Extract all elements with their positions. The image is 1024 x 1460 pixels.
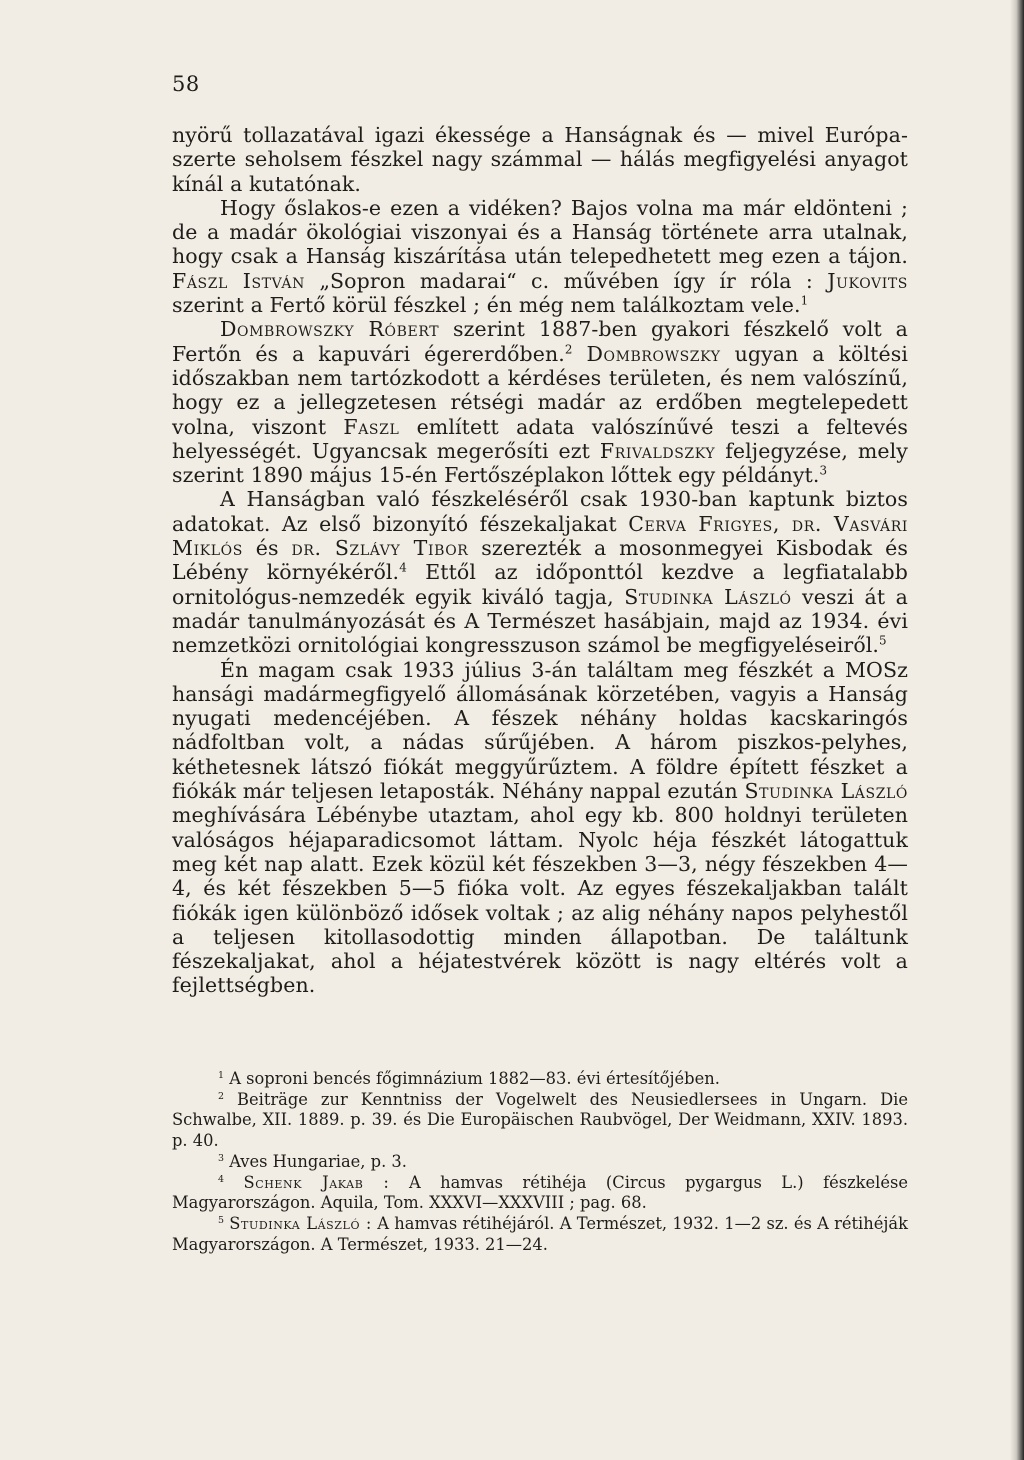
author-name: Schenk Jakab : [243, 1172, 390, 1192]
footnote-number: 4 [218, 1173, 225, 1185]
footnote-3 [172, 1152, 908, 1173]
author-name: Studinka László [624, 584, 792, 609]
paragraph-text: A Hanságban való fészkeléséről csak 1930-ban kaptunk biztos adatokat. Az első bizonyító fészekaljakat [172, 487, 908, 536]
footnote-text: A hamvas rétihéjáról. A Természet, 1932. 1—2 sz. és A rétihéják Magyarországon. A Természet, 1933. 21—24. [172, 1213, 909, 1254]
paragraph-5 [172, 658, 908, 998]
author-name: Studinka László : [229, 1213, 373, 1233]
paragraph-text: Ettől az időponttól kezdve a legfiatalabb ornitológus-nemzedék egyik kiváló tagja, [172, 560, 908, 609]
footnote-text: Beiträge zur Kenntniss der Vogelwelt des Neusiedlersees in Ungarn. Die Schwalbe, XII. 1889. p. 39. és Die Europäischen Raubvögel, Der Weidmann, XXIV. 1893. p. 40. [172, 1089, 908, 1151]
footnote-number: 3 [218, 1152, 225, 1164]
page-number: 58 [172, 72, 200, 96]
footnote-text: A soproni bencés főgimnázium 1882—83. évi értesítőjében. [229, 1069, 720, 1088]
footnote-ref: 4 [399, 560, 407, 575]
footnote-text: Aves Hungariae, p. 3. [229, 1151, 407, 1171]
paragraph-text: nyörű tollazatával igazi ékessége a Hanságnak és — mivel Európa-szerte seholsem fészkel nagy számmal — hálás megfigyelési anyagot kínál a kutatónak. [172, 123, 908, 196]
paragraph-text: Én magam csak 1933 július 3-án találtam meg fészkét a MOSz hansági madármegfigyelő állomásának körzetében, vagyis a Hanság nyugati medencéjében. A fészek néhány holdas kacskaringós nádfoltban volt, a nádas sűrűjében. A három piszkos-pelyhes, kéthetesnek látszó fiókát meggyűrűztem. A földre épített fészket a fiókák már teljesen letaposták. Néhány nappal ezután [172, 657, 908, 804]
author-name: Dombrowszky [586, 341, 721, 366]
footnote-ref: 1 [800, 293, 809, 308]
paragraph-text: szerezték a mosonmegyei Kisbodak és Lébény környékéről. [172, 536, 908, 585]
paragraph-text: meghívására Lébénybe utaztam, ahol egy kb. 800 holdnyi területen valóságos héjaparadicsomot láttam. Nyolc héja fészkét látogattuk meg két nap alatt. Ezek közül két fészekben 3—3, négy fészekben 4—4, és két fészekben 5—5 fióka volt. Az egyes fészekaljakban talált fiókák igen különböző idősek voltak ; az alig néhány napos pelyhestől a teljesen kitollasodottig minden állapotban. De találtunk fészekaljakat, ahol a héjatestvérek között is nagy eltérés volt a fejlettségben. [172, 803, 908, 998]
paragraph-text: szerint 1887-ben gyakori fészkelő volt a Fertőn és a kapuvári égererdőben. [172, 317, 908, 366]
footnote-number: 2 [218, 1090, 225, 1102]
footnote-ref: 5 [879, 633, 887, 648]
footnotes [172, 1069, 908, 1255]
author-name: Cerva Frigyes, dr. Vasvári Miklós [172, 511, 908, 561]
author-name: Jukovits [827, 268, 908, 293]
paragraph-3 [172, 317, 908, 487]
paragraph-2 [172, 196, 908, 317]
footnote-text: A hamvas rétihéja (Circus pygargus L.) fészkelése Magyarországon. Aquila, Tom. XXXVI—XXXVIII ; pag. 68. [172, 1172, 908, 1213]
author-name: Studinka László [744, 779, 908, 804]
body-text [172, 123, 908, 998]
paragraph-text: ugyan a költési időszakban nem tartózkodott a kérdéses területen, és nem valószínű, hogy ez a jellegzetesen rétségi madár az erdőben megtelepedett volna, viszont [172, 341, 908, 439]
paragraph-text: „Sopron madarai“ c. művében így ír róla : [319, 268, 813, 293]
footnote-ref: 3 [819, 463, 828, 478]
paragraph-text: Hogy őslakos-e ezen a vidéken? Bajos volna ma már eldönteni ; de a madár ökológiai viszonyai és a Hanság története arra utalnak, hogy csak a Hanság kiszárítása után telepedhetett meg ezen a tájon. [172, 195, 908, 269]
footnote-ref: 2 [564, 342, 573, 357]
paragraph-1 [172, 123, 908, 196]
author-name: dr. Szlávy Tibor [291, 536, 469, 561]
footnote-4 [172, 1173, 908, 1214]
paragraph-text: szerint a Fertő körül fészkel ; én még nem találkoztam vele. [172, 293, 801, 318]
author-name: Dombrowszky Róbert [220, 317, 440, 342]
footnote-1 [172, 1069, 908, 1090]
paragraph-4 [172, 487, 908, 657]
paragraph-text: veszi át a madár tanulmányozását és A Természet hasábjain, majd az 1934. évi nemzetközi ornitológiai kongresszuson számol be megfigyeléseiről. [172, 584, 908, 658]
author-name: Faszl [343, 414, 400, 439]
footnote-number: 1 [218, 1070, 225, 1082]
paragraph-text: feljegyzése, mely szerint 1890 május 15-én Fertőszéplakon lőttek egy példányt. [172, 438, 908, 488]
author-name: Fászl István [172, 268, 305, 293]
footnote-2 [172, 1090, 908, 1152]
paragraph-text: és [255, 536, 279, 561]
author-name: Frivaldszky [599, 438, 716, 463]
page-edge-shadow [1010, 0, 1024, 1460]
paragraph-text: említett adata valószínűvé teszi a feltevés helyességét. Ugyancsak megerősíti ezt [172, 414, 908, 463]
footnote-number: 5 [218, 1215, 225, 1227]
footnote-5 [172, 1214, 908, 1255]
